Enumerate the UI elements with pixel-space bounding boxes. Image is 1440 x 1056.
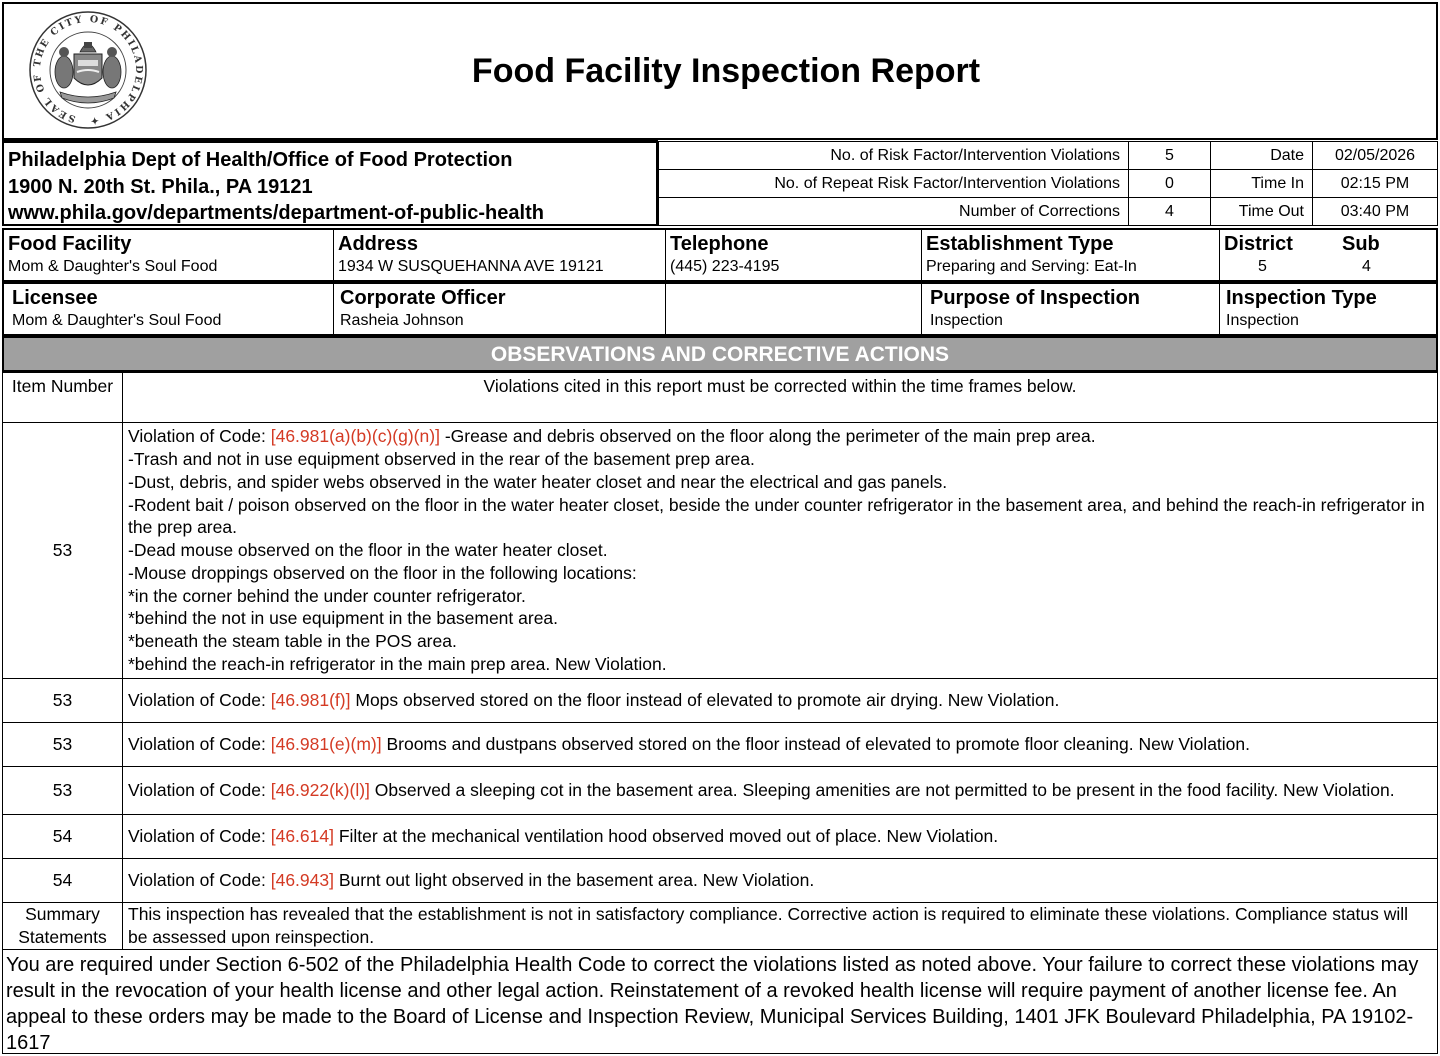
violation-line: -Dead mouse observed on the floor in the water heater closet.: [128, 540, 608, 561]
instruction-text: Violations cited in this report must be corrected within the time frames below.: [123, 373, 1438, 423]
violation-line: *in the corner behind the under counter refrigerator.: [128, 585, 526, 606]
violation-line: -Grease and debris observed on the floor along the perimeter of the main prep area.: [444, 426, 1096, 447]
office-address: 1900 N. 20th St. Phila., PA 19121: [8, 175, 313, 198]
violation-prefix: Violation of Code:: [128, 870, 266, 891]
violation-prefix: Violation of Code:: [128, 690, 266, 711]
violation-code: [46.981(e)(m)]: [270, 734, 382, 755]
violation-line: Mops observed stored on the floor instead of elevated to promote air drying. New Violation.: [355, 690, 1060, 711]
purpose-value: Inspection: [930, 312, 1003, 329]
office-name: Philadelphia Dept of Health/Office of Food Protection: [8, 149, 513, 171]
establishment-type-label: Establishment Type: [926, 233, 1114, 255]
violation-prefix: Violation of Code:: [128, 734, 266, 755]
food-facility-label: Food Facility: [8, 233, 132, 255]
violation-line: -Mouse droppings observed on the floor in the following locations:: [128, 562, 637, 583]
time-out-label: Time Out: [1211, 198, 1313, 226]
violation-row: [3, 815, 1438, 859]
counts-row: [659, 170, 1438, 198]
violation-line: Observed a sleeping cot in the basement area. Sleeping amenities are not permitted to be present in the food facility. New Violation.: [374, 780, 1395, 801]
corrections-label: Number of Corrections: [659, 198, 1129, 226]
repeat-violations-value: 0: [1129, 170, 1211, 198]
violation-row: [3, 723, 1438, 767]
licensee-label: Licensee: [12, 287, 98, 309]
violation-code: [46.981(a)(b)(c)(g)(n)]: [270, 426, 440, 447]
telephone-label: Telephone: [670, 233, 769, 255]
licensee-info-row: [2, 282, 1438, 336]
violation-description: [123, 679, 1438, 723]
violation-row: [3, 679, 1438, 723]
item-number-header: Item Number: [3, 373, 123, 423]
office-website: www.phila.gov/departments/department-of-public-health: [8, 202, 544, 224]
item-number: 54: [3, 815, 123, 859]
corporate-officer-label: Corporate Officer: [340, 287, 506, 309]
facility-info-row: [2, 228, 1438, 282]
address-value: 1934 W SUSQUEHANNA AVE 19121: [338, 258, 604, 275]
corporate-officer-value: Rasheia Johnson: [340, 312, 464, 329]
risk-violations-label: No. of Risk Factor/Intervention Violations: [659, 142, 1129, 170]
repeat-violations-label: No. of Repeat Risk Factor/Intervention Violations: [659, 170, 1129, 198]
violation-line: *behind the reach-in refrigerator in the main prep area. New Violation.: [128, 654, 667, 675]
violations-header-row: [3, 373, 1438, 423]
report-header: [2, 2, 1438, 140]
violation-description: [123, 859, 1438, 903]
legal-notice: You are required under Section 6-502 of the Philadelphia Health Code to correct the violations listed as noted above. Your failure to correct these violations may result in the revocation of your health license and other legal action. Reinstatement of a revoked health license will require payment of another license fee. An appeal to these orders may be made to the Board of License and Inspection Review, Municipal Services Building, 1401 JFK Boulevard Philadelphia, PA 19102-1617: [2, 948, 1438, 1054]
item-number: 53: [3, 679, 123, 723]
telephone-value: (445) 223-4195: [670, 258, 780, 275]
violation-prefix: Violation of Code:: [128, 426, 266, 447]
date-value: 02/05/2026: [1313, 142, 1438, 170]
health-office-block: [2, 140, 658, 226]
counts-row: [659, 198, 1438, 226]
time-in-value: 02:15 PM: [1313, 170, 1438, 198]
purpose-label: Purpose of Inspection: [930, 287, 1141, 309]
sub-label: Sub: [1342, 233, 1380, 255]
summary-text: This inspection has revealed that the establishment is not in satisfactory compliance. Corrective action is required to eliminate these violations. Compliance status will be assessed upon reinspection.: [123, 903, 1438, 950]
violation-prefix: Violation of Code:: [128, 780, 266, 801]
inspection-type-label: Inspection Type: [1226, 287, 1377, 309]
violation-line: -Dust, debris, and spider webs observed in the water heater closet and near the electrical and gas panels.: [128, 471, 948, 492]
violation-code: [46.943]: [270, 870, 334, 891]
establishment-type-cell: [922, 230, 1220, 280]
inspection-type-cell: [1220, 284, 1436, 334]
violation-code: [46.981(f)]: [270, 690, 351, 711]
violation-line: Filter at the mechanical ventilation hood observed moved out of place. New Violation.: [338, 826, 999, 847]
telephone-cell: [666, 230, 922, 280]
summary-label: Summary Statements: [3, 903, 123, 950]
establishment-type-value: Preparing and Serving: Eat-In: [926, 258, 1137, 275]
observations-heading: OBSERVATIONS AND CORRECTIVE ACTIONS: [2, 336, 1438, 372]
sub-value: 4: [1362, 258, 1371, 275]
food-facility-cell: [4, 230, 334, 280]
counts-row: [659, 142, 1438, 170]
inspection-counts-table: [658, 141, 1438, 226]
violation-line: *beneath the steam table in the POS area.: [128, 631, 457, 652]
address-label: Address: [338, 233, 419, 255]
violation-description: [123, 815, 1438, 859]
empty-cell: [666, 284, 922, 334]
date-label: Date: [1211, 142, 1313, 170]
violation-row: [3, 859, 1438, 903]
item-number: 53: [3, 423, 123, 679]
district-sub-cell: [1220, 230, 1436, 280]
purpose-cell: [922, 284, 1220, 334]
address-cell: [334, 230, 666, 280]
corrections-value: 4: [1129, 198, 1211, 226]
violation-row: [3, 767, 1438, 815]
inspection-type-value: Inspection: [1226, 312, 1299, 329]
district-value: 5: [1258, 258, 1267, 275]
item-number: 53: [3, 723, 123, 767]
violation-prefix: Violation of Code:: [128, 826, 266, 847]
violation-description: [123, 723, 1438, 767]
violation-line: *behind the not in use equipment in the basement area.: [128, 608, 559, 629]
violation-line: -Rodent bait / poison observed on the floor in the water heater closet, beside the under counter refrigerator in the basement area, and behind the reach-in refrigerator in the prep area.: [128, 494, 1425, 538]
district-label: District: [1224, 233, 1293, 255]
violations-table: [2, 372, 1438, 950]
violation-line: Burnt out light observed in the basement area. New Violation.: [338, 870, 815, 891]
violation-line: -Trash and not in use equipment observed in the rear of the basement prep area.: [128, 448, 755, 469]
licensee-value: Mom & Daughter's Soul Food: [12, 312, 222, 329]
corporate-officer-cell: [334, 284, 666, 334]
violation-code: [46.922(k)(l)]: [270, 780, 370, 801]
item-number: 54: [3, 859, 123, 903]
svg-text:SEAL OF THE CITY OF PHILADELPH: SEAL OF THE CITY OF PHILADELPHIA ✦: [31, 13, 145, 127]
report-title: Food Facility Inspection Report: [471, 52, 981, 90]
violation-code: [46.614]: [270, 826, 334, 847]
licensee-cell: [4, 284, 334, 334]
summary-row: [3, 903, 1438, 950]
violation-description: [123, 767, 1438, 815]
violation-row: [3, 423, 1438, 679]
violation-description: [123, 423, 1438, 679]
risk-violations-value: 5: [1129, 142, 1211, 170]
food-facility-value: Mom & Daughter's Soul Food: [8, 258, 218, 275]
time-in-label: Time In: [1211, 170, 1313, 198]
item-number: 53: [3, 767, 123, 815]
violation-line: Brooms and dustpans observed stored on the floor instead of elevated to promote floor cleaning. New Violation.: [386, 734, 1251, 755]
time-out-value: 03:40 PM: [1313, 198, 1438, 226]
